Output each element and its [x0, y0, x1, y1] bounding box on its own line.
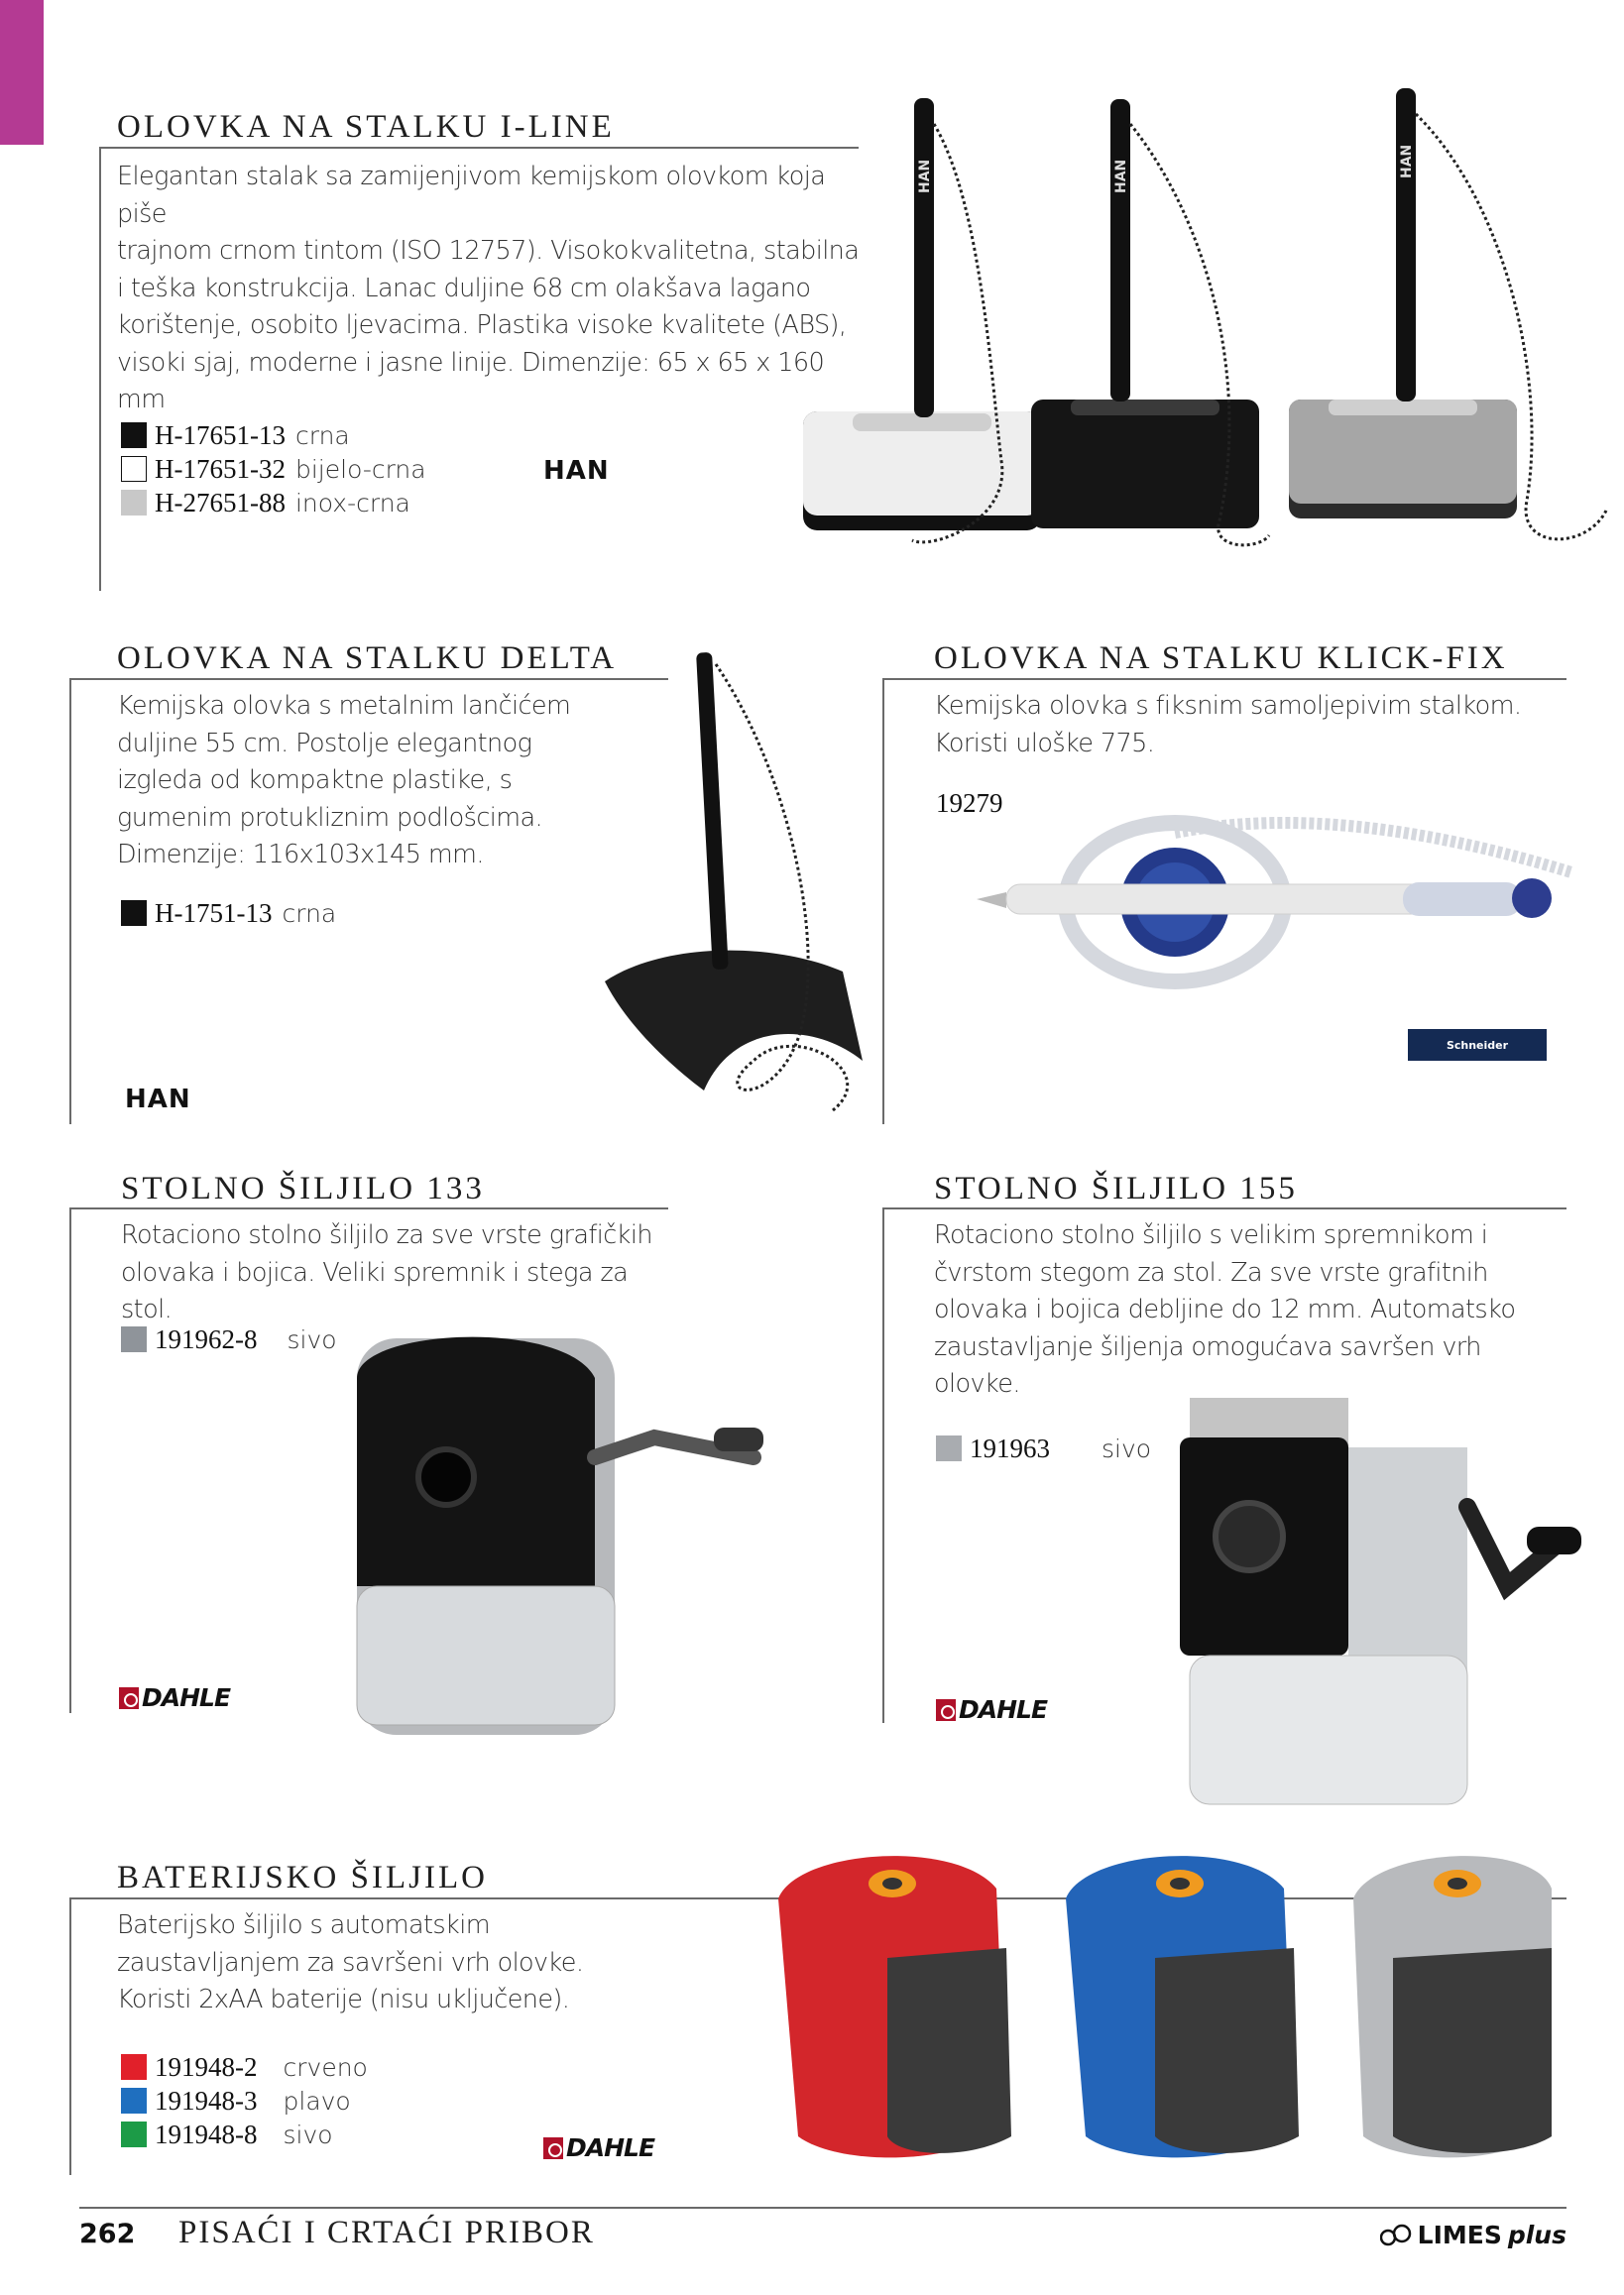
dahle-icon	[119, 1687, 139, 1709]
color-swatch	[121, 490, 147, 516]
product-description: Rotaciono stolno šiljilo s velikim spremnikom i čvrstom stegom za stol. Za sve vrste grafitnih olovaka i bojica debljine do 12 mm. Automatsko zaustavljanje šiljenja omogućava savršen vrh olovke.	[934, 1220, 1516, 1399]
title-rule	[69, 1207, 668, 1209]
section-title: OLOVKA NA STALKU DELTA	[117, 640, 618, 676]
product-variant: 191963 sivo	[936, 1432, 1151, 1465]
footer-section-title: PISAĆI I CRTAĆI PRIBOR	[178, 2215, 595, 2250]
han-logo: HAN	[125, 1085, 191, 1114]
section-vertical-rule	[882, 678, 884, 1124]
han-logo: HAN	[543, 456, 610, 486]
product-description: Kemijska olovka s fiksnim samoljepivim stalkom. Koristi uloške 775.	[934, 691, 1522, 758]
color-swatch	[936, 1435, 962, 1461]
product-variant: 191962-8 sivo	[121, 1322, 337, 1356]
product-variant: 191948-2 crveno	[121, 2050, 368, 2084]
dahle-icon	[936, 1699, 956, 1721]
section-vertical-rule	[69, 1897, 71, 2175]
page-number: 262	[79, 2219, 136, 2249]
section-vertical-rule	[99, 147, 101, 591]
product-variant: H-17651-13 crna	[121, 418, 350, 452]
battery-sharpeners-image	[758, 1839, 1571, 2176]
color-swatch	[121, 422, 147, 448]
sharpener-133-image	[337, 1309, 773, 1745]
section-vertical-rule	[69, 678, 71, 1124]
product-variant: H-1751-13 crna	[121, 896, 336, 930]
dahle-icon	[543, 2137, 563, 2159]
limes-plus-logo: LIMES plus	[1380, 2221, 1566, 2249]
footer-rule	[79, 2207, 1566, 2209]
color-swatch	[121, 900, 147, 926]
sharpener-155-image	[1170, 1388, 1596, 1814]
section-title: OLOVKA NA STALKU I-LINE	[117, 109, 615, 145]
product-description: Kemijska olovka s metalnim lančićem duljine 55 cm. Postolje elegantnog izgleda od kompaktne plastike, s gumenim protukliznim podlošcima. Dimenzije: 116x103x145 mm.	[117, 691, 571, 869]
delta-pen-stand-image	[585, 644, 902, 1130]
klick-fix-pen-image	[977, 813, 1591, 1001]
title-rule	[69, 678, 668, 680]
product-variant: H-17651-32 bijelo-crna	[121, 452, 426, 486]
product-description: Rotaciono stolno šiljilo za sve vrste grafičkih olovaka i bojica. Veliki spremnik i stega za stol.	[121, 1220, 652, 1324]
pen-brand-label: HAN	[917, 159, 933, 193]
title-rule	[99, 147, 859, 149]
color-swatch	[121, 1326, 147, 1352]
section-vertical-rule	[882, 1207, 884, 1723]
color-swatch	[121, 456, 147, 482]
color-swatch	[121, 2122, 147, 2147]
limes-icon	[1380, 2224, 1412, 2247]
svg-text:HAN: HAN	[1113, 159, 1129, 193]
section-title: OLOVKA NA STALKU KLICK-FIX	[934, 640, 1508, 676]
color-swatch	[121, 2088, 147, 2114]
product-variant: H-27651-88 inox-crna	[121, 486, 410, 519]
title-rule	[882, 1207, 1566, 1209]
product-variant: 191948-8 sivo	[121, 2118, 333, 2151]
color-swatch	[121, 2054, 147, 2080]
product-description: Baterijsko šiljilo s automatskim zaustavljanjem za savršeni vrh olovke. Koristi 2xAA baterije (nisu uključene).	[117, 1910, 584, 2014]
dahle-logo: DAHLE	[543, 2133, 654, 2162]
section-title: STOLNO ŠILJILO 155	[934, 1171, 1298, 1206]
product-variant: 191948-3 plavo	[121, 2084, 351, 2118]
product-code: 19279	[936, 788, 1003, 818]
chapter-edge-tab	[0, 0, 44, 145]
svg-text:HAN: HAN	[1399, 144, 1415, 178]
schneider-logo: Schneider	[1408, 1029, 1547, 1061]
section-title: BATERIJSKO ŠILJILO	[117, 1860, 488, 1895]
dahle-logo: DAHLE	[936, 1695, 1047, 1724]
dahle-logo: DAHLE	[119, 1683, 230, 1712]
section-vertical-rule	[69, 1207, 71, 1713]
section-title: STOLNO ŠILJILO 133	[121, 1171, 485, 1206]
iline-pen-stands-image	[793, 84, 1616, 580]
title-rule	[882, 678, 1566, 680]
product-description: Elegantan stalak sa zamijenjivom kemijskom olovkom koja piše trajnom crnom tintom (ISO 12757). Visokokvalitetna, stabilna i teška konstrukcija. Lanac duljine 68 cm olakšava lagano korištenje, osobito ljevacima. Plastika visoke kvalitete (ABS), visoki sjaj, moderne i jasne linije. Dimenzije: 65 x 65 x 160 mm	[117, 162, 860, 414]
